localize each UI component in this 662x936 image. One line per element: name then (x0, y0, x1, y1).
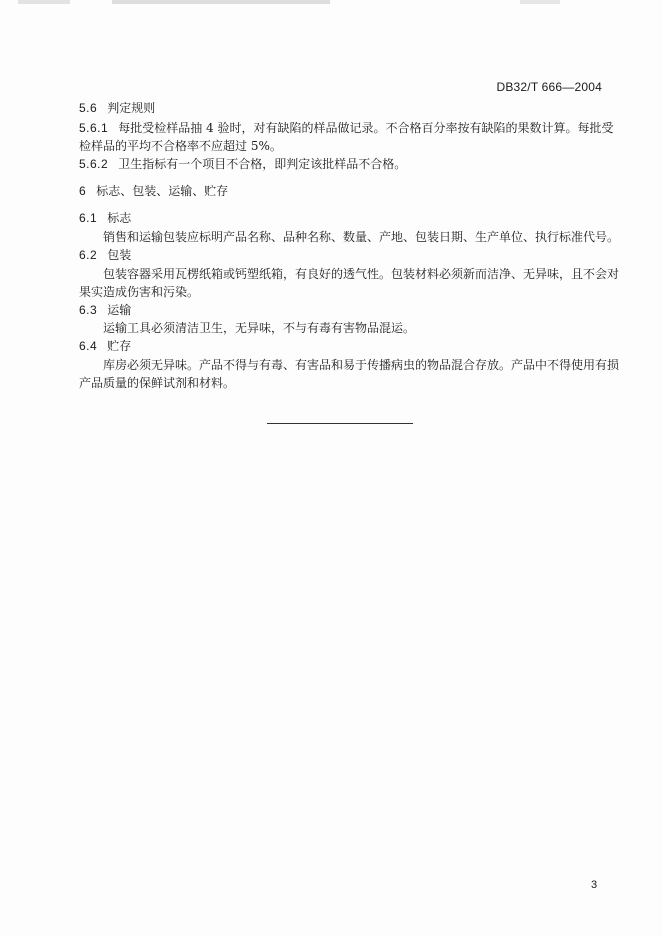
section-5-6-heading (79, 100, 155, 116)
section-title: 贮存 (107, 339, 132, 353)
section-6-4-heading (79, 338, 131, 354)
section-6-heading (79, 183, 228, 199)
standard-code: DB32/T 666—2004 (496, 80, 602, 94)
section-6-3-body: 运输工具必须清洁卫生，无异味，不与有毒有害物品混运。 (103, 321, 416, 335)
section-title: 包装 (107, 248, 132, 262)
scan-artifact (0, 0, 662, 4)
section-6-4-body-line-1: 库房必须无异味。产品不得与有毒、有害品和易于传播病虫的物品混合存放。产品中不得使用有损 (103, 358, 620, 372)
clause-5-6-1-line-1 (79, 120, 613, 136)
section-6-2-body-line-2: 果实造成伤害和污染。 (79, 285, 200, 299)
section-6-1-body: 销售和运输包装应标明产品名称、品种名称、数量、产地、包装日期、生产单位、执行标准代号。 (103, 230, 620, 244)
section-title: 判定规则 (107, 101, 156, 115)
section-number: 5.6 (79, 101, 98, 115)
section-number: 6.2 (79, 248, 98, 262)
clause-text: 卫生指标有一个项目不合格，即判定该批样品不合格。 (118, 157, 407, 171)
clause-number: 5.6.1 (79, 121, 109, 135)
clause-5-6-1-line-2: 检样品的平均不合格率不应超过 5%。 (79, 139, 282, 153)
section-number: 6.3 (79, 303, 98, 317)
section-6-3-heading (79, 302, 131, 318)
section-number: 6 (79, 184, 87, 198)
section-6-1-heading (79, 210, 131, 226)
page-number: 3 (591, 879, 598, 891)
section-6-2-heading (79, 247, 131, 263)
clause-number: 5.6.2 (79, 157, 109, 171)
section-title: 标志、包装、运输、贮存 (96, 184, 229, 198)
section-6-2-body-line-1: 包装容器采用瓦楞纸箱或钙塑纸箱，有良好的透气性。包装材料必须新而洁净、无异味，且不会对 (103, 267, 620, 281)
clause-text: 每批受检样品抽 4 验时，对有缺陷的样品做记录。不合格百分率按有缺陷的果数计算。每批受 (118, 121, 614, 135)
section-6-4-body-line-2: 产品质量的保鲜试剂和材料。 (79, 376, 236, 390)
end-divider (267, 423, 413, 424)
section-title: 运输 (107, 303, 132, 317)
section-number: 6.1 (79, 211, 98, 225)
section-number: 6.4 (79, 339, 98, 353)
clause-5-6-2 (79, 156, 406, 172)
section-title: 标志 (107, 211, 132, 225)
